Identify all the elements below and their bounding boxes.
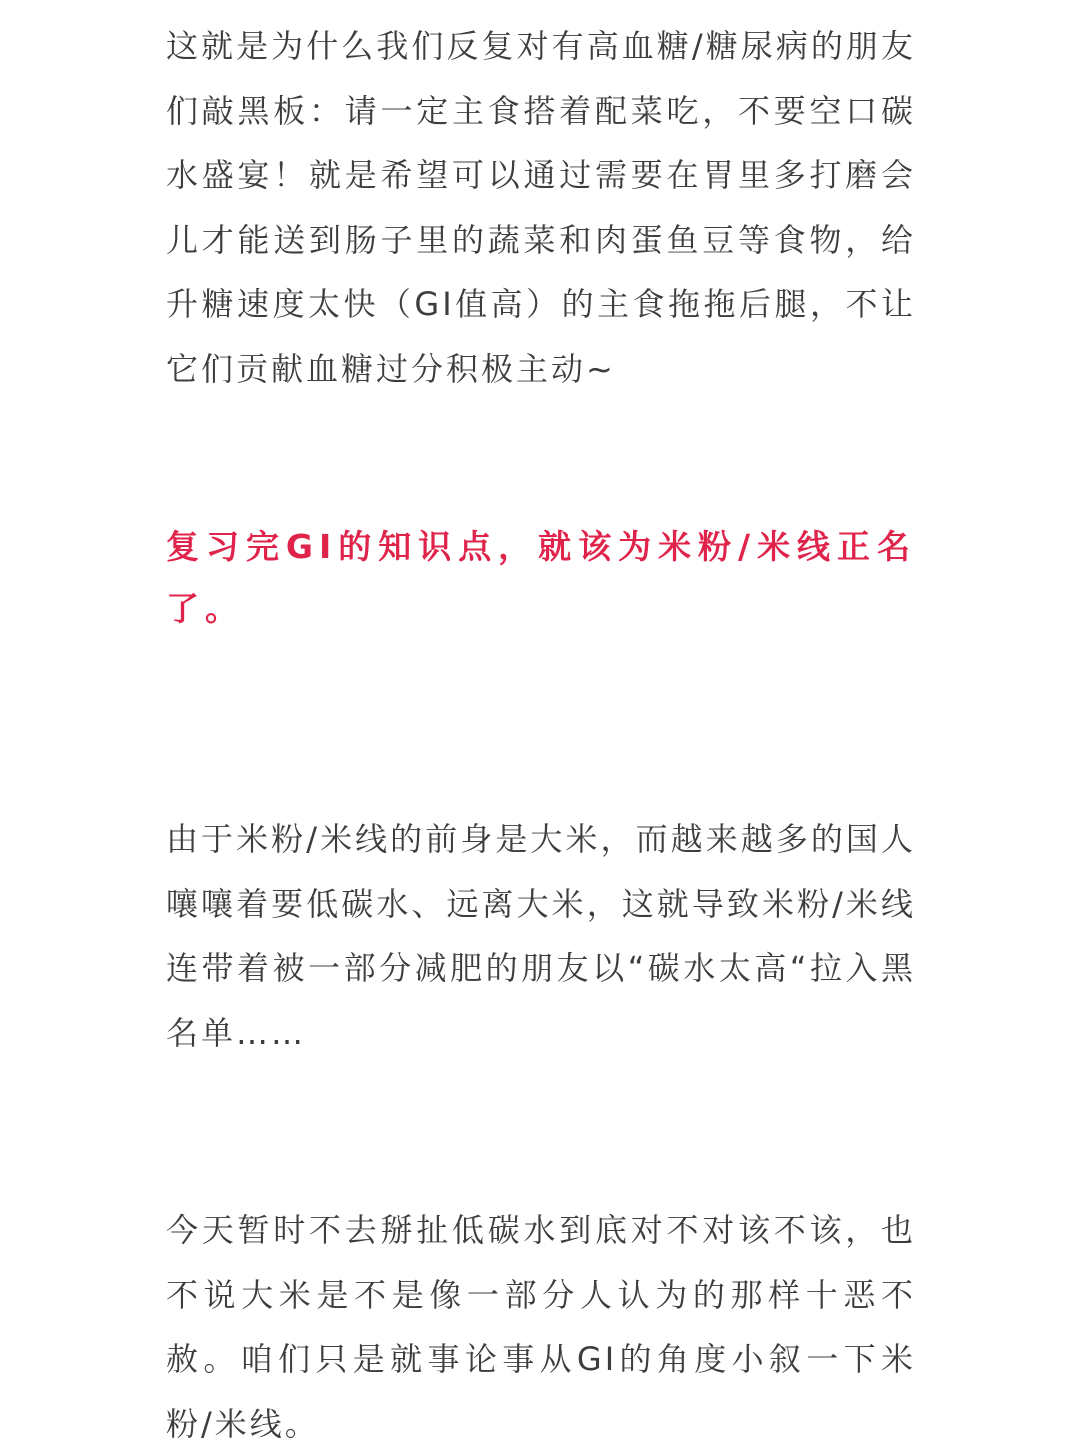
article-body [166, 14, 916, 1456]
paragraph-gi-meal-advice: 这就是为什么我们反复对有高血糖/糖尿病的朋友们敲黑板：请一定主食搭着配菜吃，不要空口碳水盛宴！就是希望可以通过需要在胃里多打磨会儿才能送到肠子里的蔬菜和肉蛋鱼豆等食物，给升糖速度太快（GI值高）的主食拖拖后腿，不让它们贡献血糖过分积极主动~ [166, 27, 916, 388]
highlight-heading: 复习完GI的知识点，就该为米粉/米线正名了。 [166, 527, 916, 628]
paragraph-gi-perspective: 今天暂时不去掰扯低碳水到底对不对该不该，也不说大米是不是像一部分人认为的那样十恶不赦。咱们只是就事论事从GI的角度小叙一下米粉/米线。 [166, 1211, 916, 1443]
paragraph-rice-noodle-blacklist: 由于米粉/米线的前身是大米，而越来越多的国人嚷嚷着要低碳水、远离大米，这就导致米粉/米线连带着被一部分减肥的朋友以“碳水太高“拉入黑名单…… [166, 820, 916, 1052]
